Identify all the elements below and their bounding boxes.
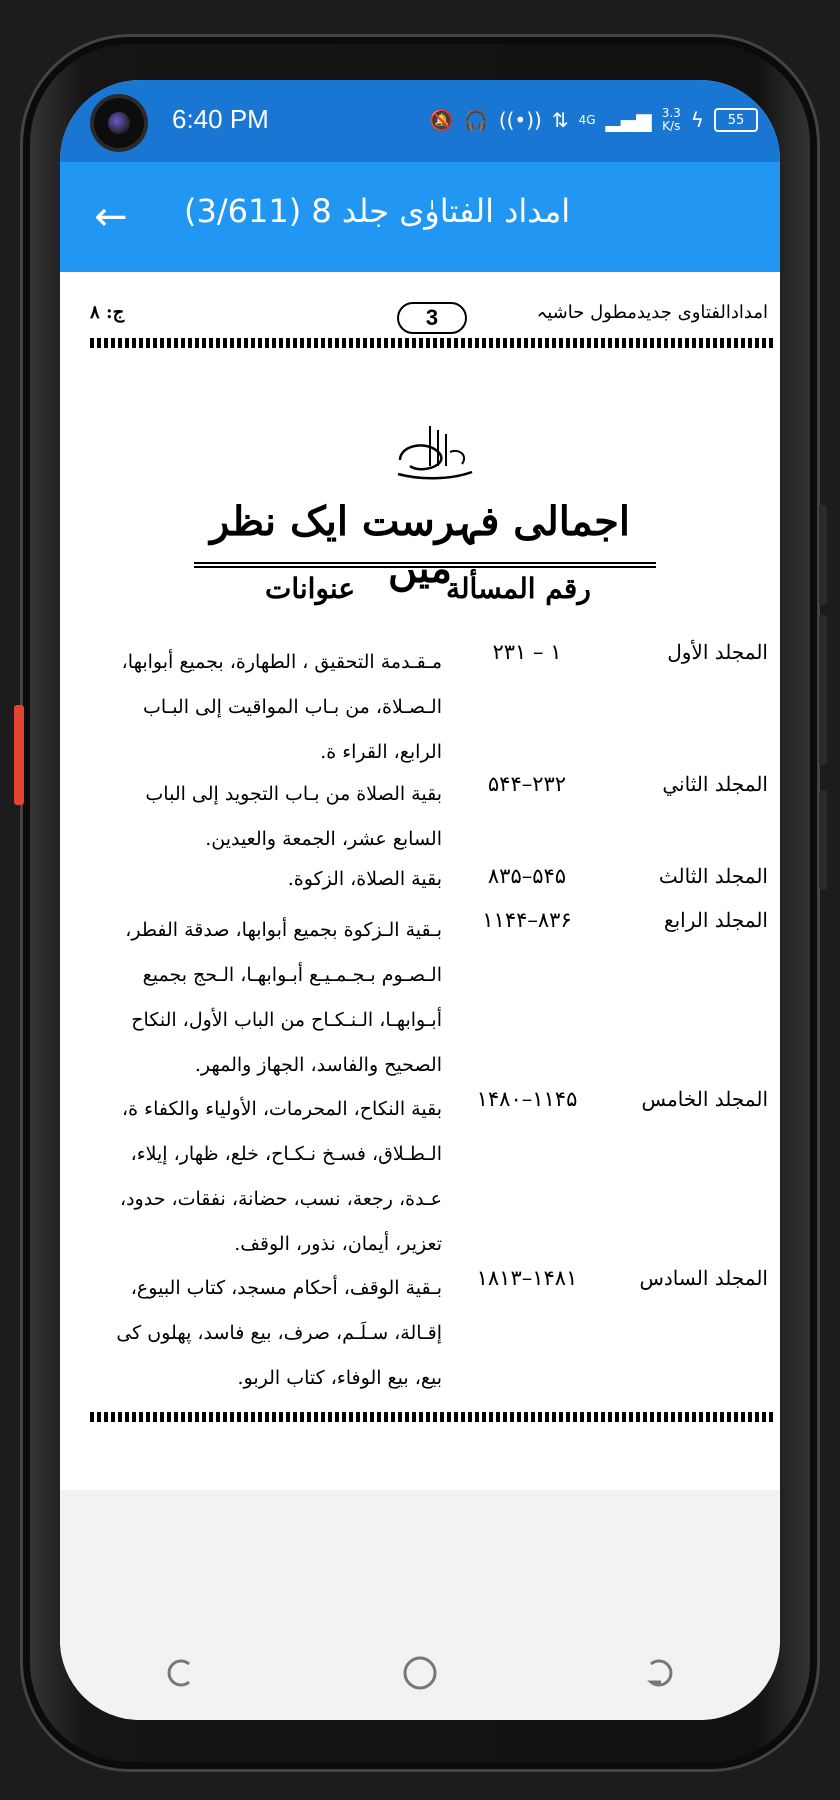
back-nav-icon[interactable] xyxy=(630,1643,690,1703)
page-number: 3 xyxy=(397,302,467,334)
volume-label: المجلد الثالث xyxy=(658,864,768,888)
front-camera xyxy=(94,98,144,148)
network-type: 4G xyxy=(578,113,596,127)
issue-range: ۲۳۲–۵۴۴ xyxy=(487,772,567,796)
status-icons xyxy=(429,100,758,140)
power-button xyxy=(819,790,827,890)
volume-topics: بـقية الوقف، أحكام مسجد، كتاب البيوع، إقـالة، سـلَـم، صرف، بيع فاسد، پهلوں كى بيع، بيع الوفاء، كتاب الربو. xyxy=(116,1277,442,1389)
home-icon[interactable] xyxy=(390,1643,450,1703)
screen xyxy=(60,80,780,1720)
issue-range: ۱۱۴۵–۱۴۸۰ xyxy=(476,1087,578,1111)
app-bar xyxy=(60,162,780,272)
headphones-icon: 🎧 xyxy=(463,108,489,132)
signal-icon: ▂▄▆ xyxy=(605,108,652,132)
issue-range: ۱۴۸۱–۱۸۱۳ xyxy=(476,1266,578,1290)
issue-range: ۵۴۵–۸۳۵ xyxy=(487,864,567,888)
network-speed: 3.3 K/s xyxy=(661,106,681,133)
battery-icon: 55 xyxy=(714,108,758,132)
dotted-divider xyxy=(90,1412,774,1422)
back-arrow-icon[interactable]: ← xyxy=(94,194,128,240)
data-arrows-icon: ⇅ xyxy=(551,108,569,132)
volume-topics: بـقية الـزكوة بجميع أبوابها، صدقة الفطر، الـصـوم بـجـمـيـع أبـوابهـا، الـحج بجميع أبـوابهـا، الـنـكـاح من الباب الأول، النكاح الصحيح والفاسد، الجهاز والمهر. xyxy=(125,919,442,1076)
hotspot-icon: ((•)) xyxy=(498,108,542,132)
volume-label: المجلد السادس xyxy=(639,1266,768,1290)
volume-label: المجلد الأول xyxy=(667,640,768,664)
issue-range: ۸۳۶–۱۱۴۴ xyxy=(482,908,572,932)
mute-icon: 🔕 xyxy=(429,108,454,132)
recents-icon[interactable] xyxy=(150,1643,210,1703)
dotted-divider xyxy=(90,338,774,348)
title-underline xyxy=(194,562,656,568)
volume-label: المجلد الثاني xyxy=(662,772,768,796)
charging-icon: ϟ xyxy=(690,108,704,132)
page-header-volume: ج: ۸ xyxy=(90,302,125,323)
navigation-bar xyxy=(60,1625,780,1720)
volume-up-button xyxy=(819,505,827,605)
app-title: امداد الفتاوٰی جلد 8 (3/611) xyxy=(184,192,571,230)
calligraphy-emblem-icon xyxy=(390,422,476,484)
volume-topics: مـقـدمة التحقيق ، الطهارة، بجميع أبوابها، الـصـلاة، من بـاب المواقيت إلى البـاب الرابع، القراء ة. xyxy=(121,651,442,763)
main-title: اجمالی فہرست ایک نظر میں xyxy=(210,498,630,592)
volume-label: المجلد الخامس xyxy=(641,1087,768,1111)
volume-topics: بقية النكاح، المحرمات، الأولياء والكفاء ة، الـطـلاق، فسـخ نـكـاح، خلع، ظهار، إيلاء، عـدة، رجعة، نسب، حضانة، نفقات، حدود، تعزير، أيمان، نذور، الوقف. xyxy=(119,1098,442,1255)
volume-down-button xyxy=(819,615,827,765)
volume-label: المجلد الرابع xyxy=(663,908,768,932)
volume-topics: بقية الصلاة من بـاب التجويد إلى الباب السابع عشر، الجمعة والعيدين. xyxy=(145,783,442,850)
page-header-book-name: امدادالفتاوی جدیدمطول حاشیہ xyxy=(536,302,768,323)
volume-topics: بقية الصلاة، الزكوة. xyxy=(287,868,442,890)
issue-range: ۱ – ۲۳۱ xyxy=(492,640,562,664)
column-header-topics: عنوانات xyxy=(265,572,356,605)
column-header-number: رقم المسألة xyxy=(446,572,591,605)
status-bar xyxy=(60,80,780,162)
status-time: 6:40 PM xyxy=(172,104,269,134)
side-button-left xyxy=(14,705,24,805)
book-page[interactable] xyxy=(60,272,780,1490)
